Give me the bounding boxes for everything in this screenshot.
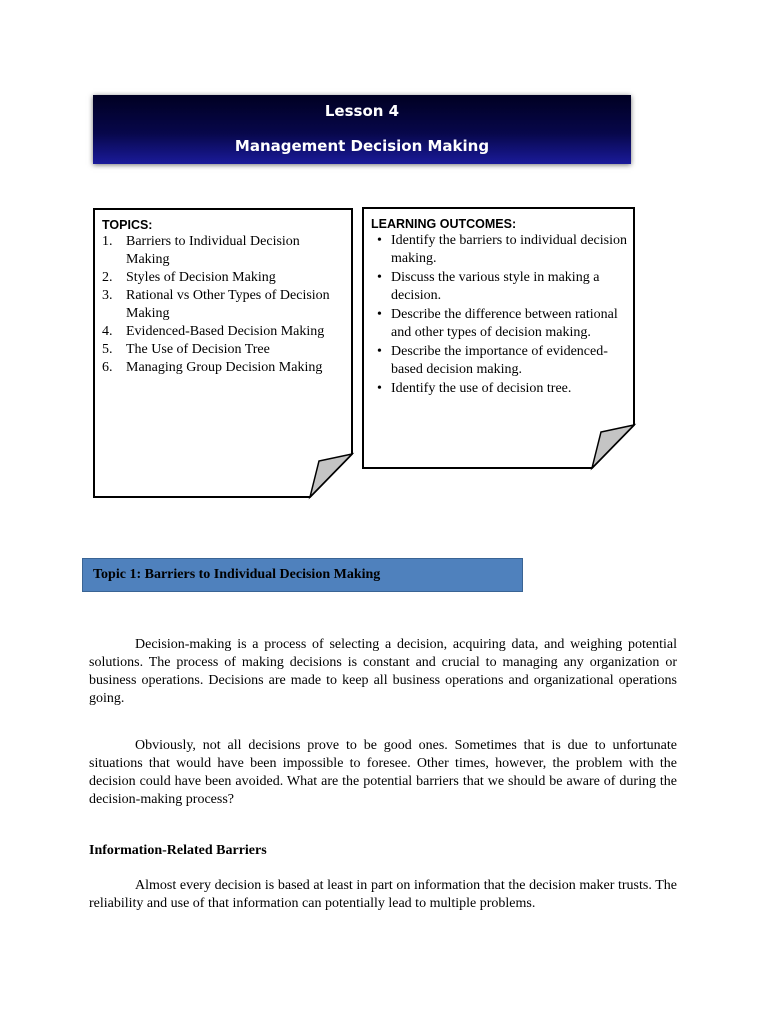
section-subheading: Information-Related Barriers [89,843,267,858]
list-item: 4. Evidenced-Based Decision Making [102,324,325,339]
paragraph-1: Decision-making is a process of selecting a decision, acquiring data, and weighing potential solutions. The process of making decisions is constant and crucial to managing any organization or business operations. Decisions are made to keep all business operations and organizational operations going. [89,637,677,706]
list-item: 3. Rational vs Other Types of Decision Making [102,288,330,321]
paragraph-3: Almost every decision is based at least in part on information that the decision maker trusts. The reliability and use of that information can potentially lead to multiple problems. [89,878,677,911]
lesson-title: Management Decision Making [234,137,490,155]
list-item: 6. Managing Group Decision Making [102,360,323,375]
paragraph-2: Obviously, not all decisions prove to be good ones. Sometimes that is due to unfortunate situations that would have been impossible to foresee. Other times, however, the problem with the decision could have been avoided. What are the potential barriers that we should be aware of during the decision-making process? [89,738,677,807]
topics-list [102,233,345,377]
list-item: • Discuss the various style in making a decision. [377,270,600,303]
outcomes-heading: LEARNING OUTCOMES: [371,217,517,231]
topic-1-heading-bar: Topic 1: Barriers to Individual Decision Making [82,558,523,592]
lesson-number: Lesson 4 [324,102,400,120]
learning-outcomes-card [362,207,635,469]
list-item: 5. The Use of Decision Tree [102,342,270,357]
list-item: • Describe the difference between rational and other types of decision making. [377,307,618,340]
outcomes-list [371,232,627,398]
topics-heading: TOPICS: [102,218,153,232]
list-item: • Describe the importance of evidenced-based decision making. [377,344,608,377]
list-item: • Identify the use of decision tree. [377,381,572,396]
list-item: 2. Styles of Decision Making [102,270,276,285]
list-item: • Identify the barriers to individual decision making. [377,233,627,266]
topics-card [93,208,353,498]
list-item: 1. Barriers to Individual Decision Making [102,234,300,267]
lesson-header-banner [93,95,631,164]
